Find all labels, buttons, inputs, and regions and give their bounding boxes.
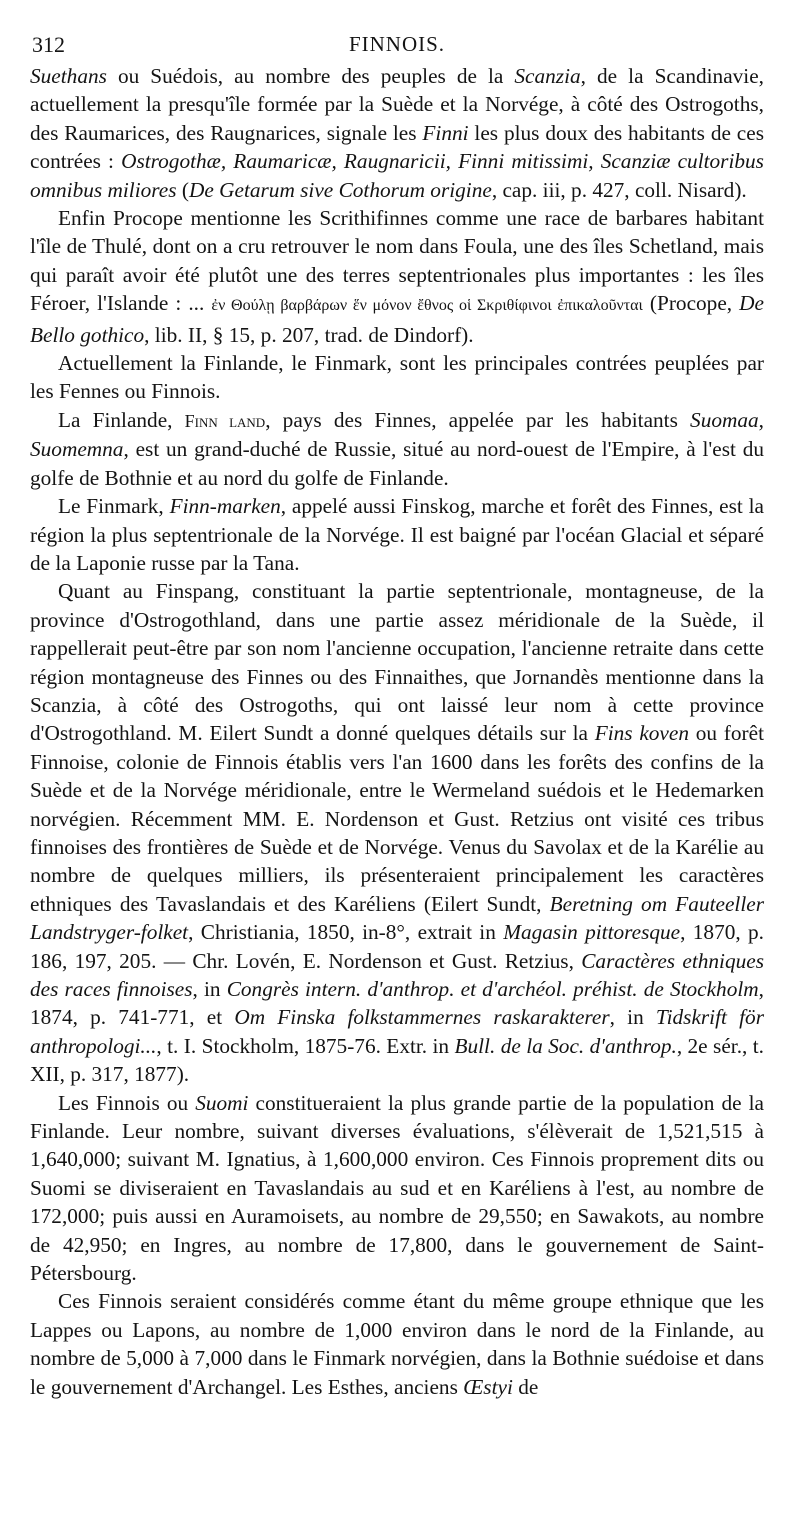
running-title: FINNOIS. xyxy=(348,32,446,56)
text-run: , appelé aussi Finskog, marche et forêt des Finnes, est la région la plus septentrionale de la Norvége. Il est baigné par l'océan Glacial et séparé de la Laponie russe par la Tana. xyxy=(30,494,764,575)
italic-text: Suomaa xyxy=(690,407,759,432)
italic-text: Suomi xyxy=(195,1090,249,1115)
italic-text: Om Finska folkstammernes raskarakterer xyxy=(234,1005,610,1030)
italic-text: De Getarum sive Cothorum origine xyxy=(188,177,492,202)
italic-text: Œstyi xyxy=(463,1374,513,1399)
text-run: , lib. II, § 15, p. 207, trad. de Dindorf). xyxy=(144,322,474,347)
italic-text: Fins koven xyxy=(594,721,689,746)
text-run: , in xyxy=(609,1005,656,1030)
italic-text: Magasin pittoresque xyxy=(503,920,681,945)
text-run: Les Finnois ou xyxy=(58,1090,196,1115)
italic-text: Finni xyxy=(422,120,469,145)
paragraph xyxy=(30,577,764,1088)
text-run: Ces Finnois seraient considérés comme étant du même groupe ethnique que les Lappes ou Lapons, au nombre de 1,000 environ dans le nord de la Finlande, au nombre de 5,000 à 7,000 dans le Finmark norvégien, dans la Bothnie suédoise et dans le gouvernement d'Archangel. Les Esthes, anciens xyxy=(30,1289,764,1399)
text-run: , Christiania, 1850, in-8°, extrait in xyxy=(188,920,504,945)
text-run: ( xyxy=(176,177,189,202)
italic-text: Ostrogothæ, Raumaricæ, Raugnaricii, Finni mitissimi, Scanziæ cultoribus omnibus miliores xyxy=(30,149,764,202)
italic-text: Tidskrift för anthropologi... xyxy=(30,1005,764,1058)
paragraph xyxy=(30,349,764,406)
text-run: , 2e sér., t. XII, p. 317, 1877). xyxy=(30,1033,764,1087)
text-run: Le Finmark, xyxy=(58,494,170,519)
text-run: La Finlande, xyxy=(58,407,185,432)
text-run: ou Suédois, au nombre des peuples de la xyxy=(106,64,515,88)
text-run: de xyxy=(512,1374,539,1399)
italic-text: Suethans xyxy=(30,64,107,88)
text-run: Quant au Finspang, constituant la partie septentrionale, montagneuse, de la province d'Ostrogothland, dans une partie assez méridionale de la Suède, il rappellerait peut-être par son nom l'ancienne occupation, l'ancienne retraite dans cette région montagneuse des Finnes ou des Finnaithes, que Jornandès mentionne dans la Scanzia, à côté des Ostrogoths, qui ont laissé leur nom à cette province d'Ostrogothland. M. Eilert Sundt a donné quelques détails sur la xyxy=(30,579,764,746)
paragraph xyxy=(30,62,764,204)
italic-text: Scanzia xyxy=(514,64,581,88)
greek-quotation: ἐν Θούλῃ βαρβάρων ἕν μόνον ἔθνος οἱ Σκριθίφινοι ἐπικαλοῦνται xyxy=(211,297,643,315)
text-run: , t. I. Stockholm, 1875-76. Extr. in xyxy=(156,1033,455,1058)
text-run: ou forêt Finnoise, colonie de Finnois établis vers l'an 1600 dans les forêts des confins de la Suède et de la Norvége méridionale, entre le Wermeland suédois et le Hedemarken norvégien. Récemment MM. E. Nordenson et Gust. Retzius ont visité ces tribus finnoises des frontières de Suède et de Norvége. Venus du Savolax et de la Karélie au nombre de quelques milliers, ils présenteraient principalement les caractères ethniques des Tavaslandais et des Karéliens (Eilert Sundt, xyxy=(30,721,764,916)
text-run: , xyxy=(758,407,764,432)
body-text xyxy=(30,62,764,1401)
small-caps-text: Finn land xyxy=(184,410,266,431)
paragraph xyxy=(30,1287,764,1401)
text-run: , est un grand-duché de Russie, situé au nord-ouest de l'Empire, à l'est du golfe de Bothnie et au nord du golfe de Finlande. xyxy=(30,437,764,490)
paragraph xyxy=(30,1089,764,1288)
text-run: (Procope, xyxy=(642,291,740,316)
italic-text: Finn-marken xyxy=(169,494,281,519)
text-run: , in xyxy=(192,977,227,1001)
page-number: 312 xyxy=(32,32,65,57)
text-run: , 1874, p. 741-771, et xyxy=(30,977,764,1030)
page-header xyxy=(30,30,764,62)
paragraph xyxy=(30,406,764,492)
text-run: Enfin Procope mentionne les Scrithifinnes comme une race de barbares habitant l'île de Thulé, dont on a cru retrouver le nom dans Foula, une des îles Schetland, mais qui paraît avoir été plutôt une des terres septentrionales plus importantes : les îles Féroer, l'Islande : ... xyxy=(30,206,764,316)
text-run: constitueraient la plus grande partie de la population de la Finlande. Leur nombre, suivant diverses évaluations, s'élèverait de 1,521,515 à 1,640,000; suivant M. Ignatius, à 1,600,000 environ. Ces Finnois proprement dits ou Suomi se diviseraient en Tavaslandais au sud et en Karéliens à l'est, au nombre de 172,000; puis aussi en Auramoisets, au nombre de 29,550; en Sawakots, au nombre de 42,950; en Ingres, au nombre de 17,800, dans le gouvernement de Saint-Pétersbourg. xyxy=(30,1090,764,1286)
italic-text: De Bello gothico xyxy=(30,291,764,347)
italic-text: Beretning om Fauteeller Landstryger-folket xyxy=(30,891,764,945)
text-run: , de la Scandinavie, actuellement la presqu'île formée par la Suède et la Norvége, à côté des Ostrogoths, des Raumarices, des Raugnarices, signale les xyxy=(30,64,764,145)
paragraph xyxy=(30,492,764,577)
text-run: les plus doux des habitants de ces contrées : xyxy=(30,120,764,174)
italic-text: Caractères ethniques des races finnoises xyxy=(30,948,764,1001)
italic-text: Congrès intern. d'anthrop. et d'archéol. préhist. de Stockholm xyxy=(226,977,759,1001)
paragraph xyxy=(30,204,764,349)
text-run: , cap. iii, p. 427, coll. Nisard). xyxy=(491,177,747,202)
italic-text: Bull. de la Soc. d'anthrop. xyxy=(454,1033,677,1058)
text-run: Actuellement la Finlande, le Finmark, sont les principales contrées peuplées par les Fennes ou Finnois. xyxy=(30,351,764,404)
text-run: , 1870, p. 186, 197, 205. — Chr. Lovén, E. Nordenson et Gust. Retzius, xyxy=(30,920,764,973)
italic-text: Suomemna xyxy=(30,437,124,462)
text-run: , pays des Finnes, appelée par les habitants xyxy=(265,407,691,432)
